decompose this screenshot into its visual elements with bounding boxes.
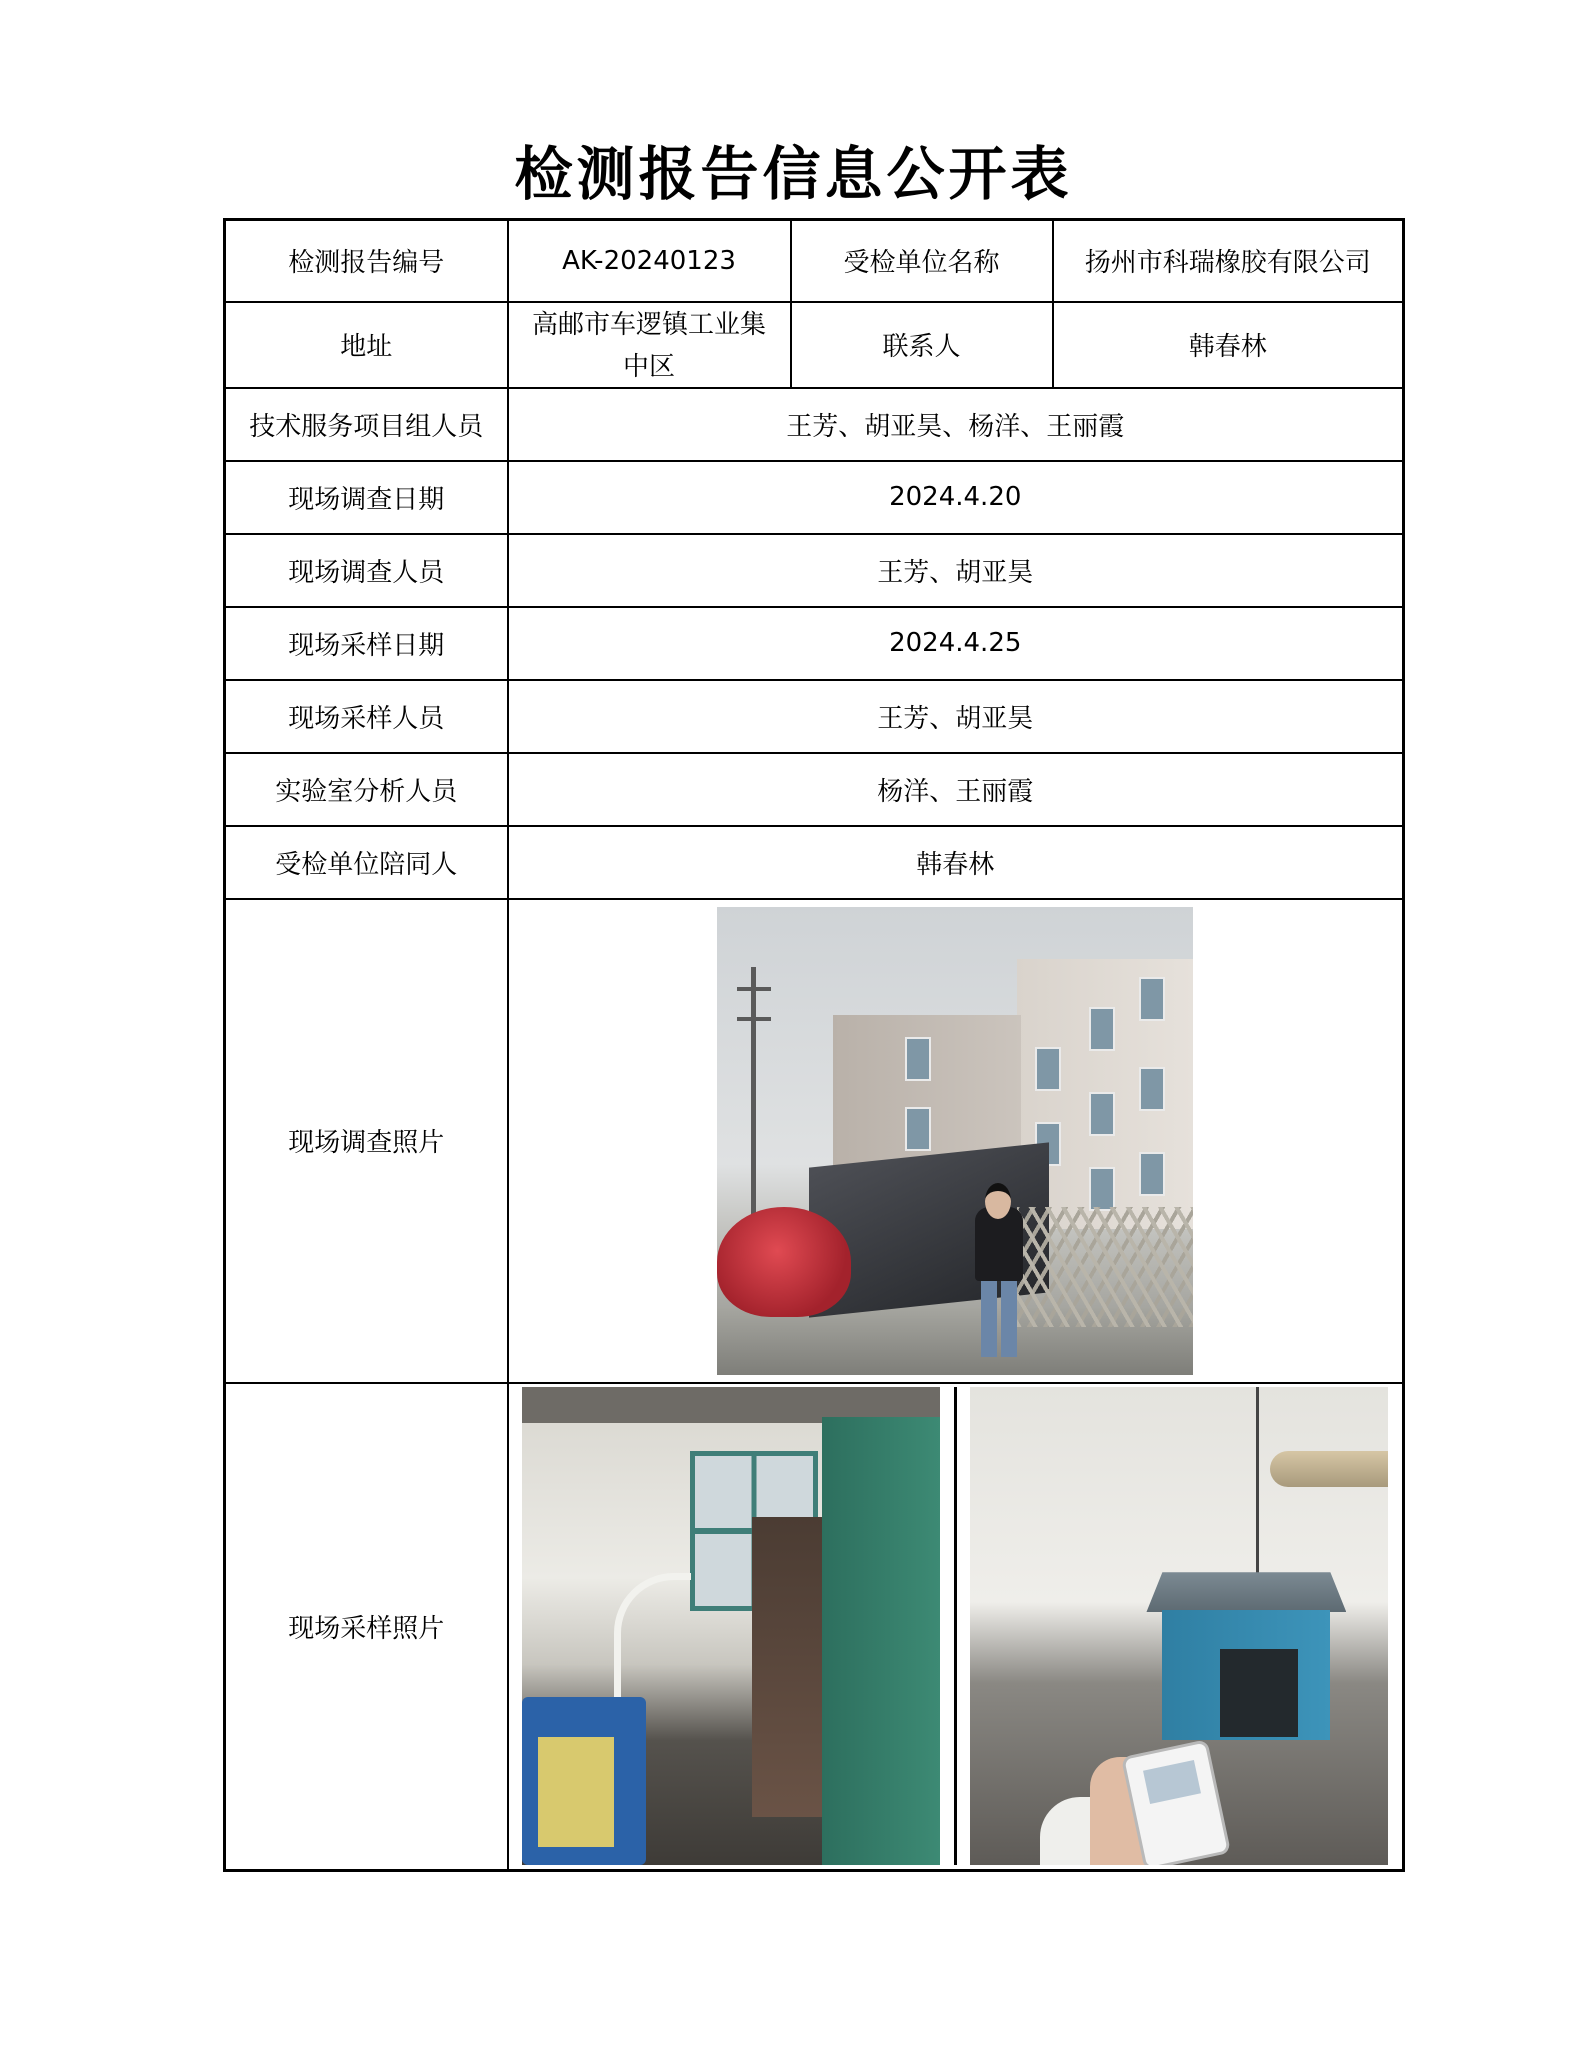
- survey-photo-label: 现场调查照片: [225, 899, 508, 1383]
- table-row: [225, 388, 1404, 461]
- team-value: 王芳、胡亚昊、杨洋、王丽霞: [508, 388, 1404, 461]
- red-shrub: [717, 1207, 851, 1317]
- address-value: [508, 302, 791, 388]
- table-row: [225, 899, 1404, 1383]
- address-line-1: 高邮市车逻镇工业集: [531, 309, 766, 340]
- sampling-photo-label: 现场采样照片: [225, 1383, 508, 1871]
- table-row: [225, 753, 1404, 826]
- unit-name-label: 受检单位名称: [791, 220, 1053, 302]
- report-no-value: AK-20240123: [508, 220, 791, 302]
- table-row: [225, 1383, 1404, 1871]
- sampling-staff-label: 现场采样人员: [225, 680, 508, 753]
- duct-pipe: [1270, 1451, 1388, 1487]
- retractable-gate: [1017, 1207, 1193, 1327]
- address-line-2: 中区: [622, 351, 675, 382]
- contact-value: 韩春林: [1053, 302, 1404, 388]
- table-row: [225, 220, 1404, 302]
- sampling-staff-value: 王芳、胡亚昊: [508, 680, 1404, 753]
- table-row: [225, 826, 1404, 899]
- table-row: [225, 607, 1404, 680]
- sampling-photo-cell: [508, 1383, 1404, 1871]
- team-label: 技术服务项目组人员: [225, 388, 508, 461]
- lab-staff-label: 实验室分析人员: [225, 753, 508, 826]
- unit-name-value: 扬州市科瑞橡胶有限公司: [1053, 220, 1404, 302]
- table-row: [225, 461, 1404, 534]
- survey-photo-cell: [508, 899, 1404, 1383]
- sampling-date-label: 现场采样日期: [225, 607, 508, 680]
- table-row: [225, 302, 1404, 388]
- table-row: [225, 680, 1404, 753]
- sampling-photo-1: [522, 1387, 940, 1865]
- survey-staff-label: 现场调查人员: [225, 534, 508, 607]
- contact-label: 联系人: [791, 302, 1053, 388]
- escort-label: 受检单位陪同人: [225, 826, 508, 899]
- green-machine: [822, 1417, 940, 1865]
- address-label: 地址: [225, 302, 508, 388]
- page-title: 检测报告信息公开表: [514, 140, 1073, 208]
- sampling-date-value: 2024.4.25: [508, 607, 1404, 680]
- info-table: [223, 218, 1405, 1872]
- survey-staff-value: 王芳、胡亚昊: [508, 534, 1404, 607]
- survey-date-value: 2024.4.20: [508, 461, 1404, 534]
- sampling-photo-2: [970, 1387, 1388, 1865]
- survey-photo: [717, 907, 1193, 1375]
- table-row: [225, 534, 1404, 607]
- escort-value: 韩春林: [508, 826, 1404, 899]
- lab-staff-value: 杨洋、王丽霞: [508, 753, 1404, 826]
- report-no-label: 检测报告编号: [225, 220, 508, 302]
- survey-date-label: 现场调查日期: [225, 461, 508, 534]
